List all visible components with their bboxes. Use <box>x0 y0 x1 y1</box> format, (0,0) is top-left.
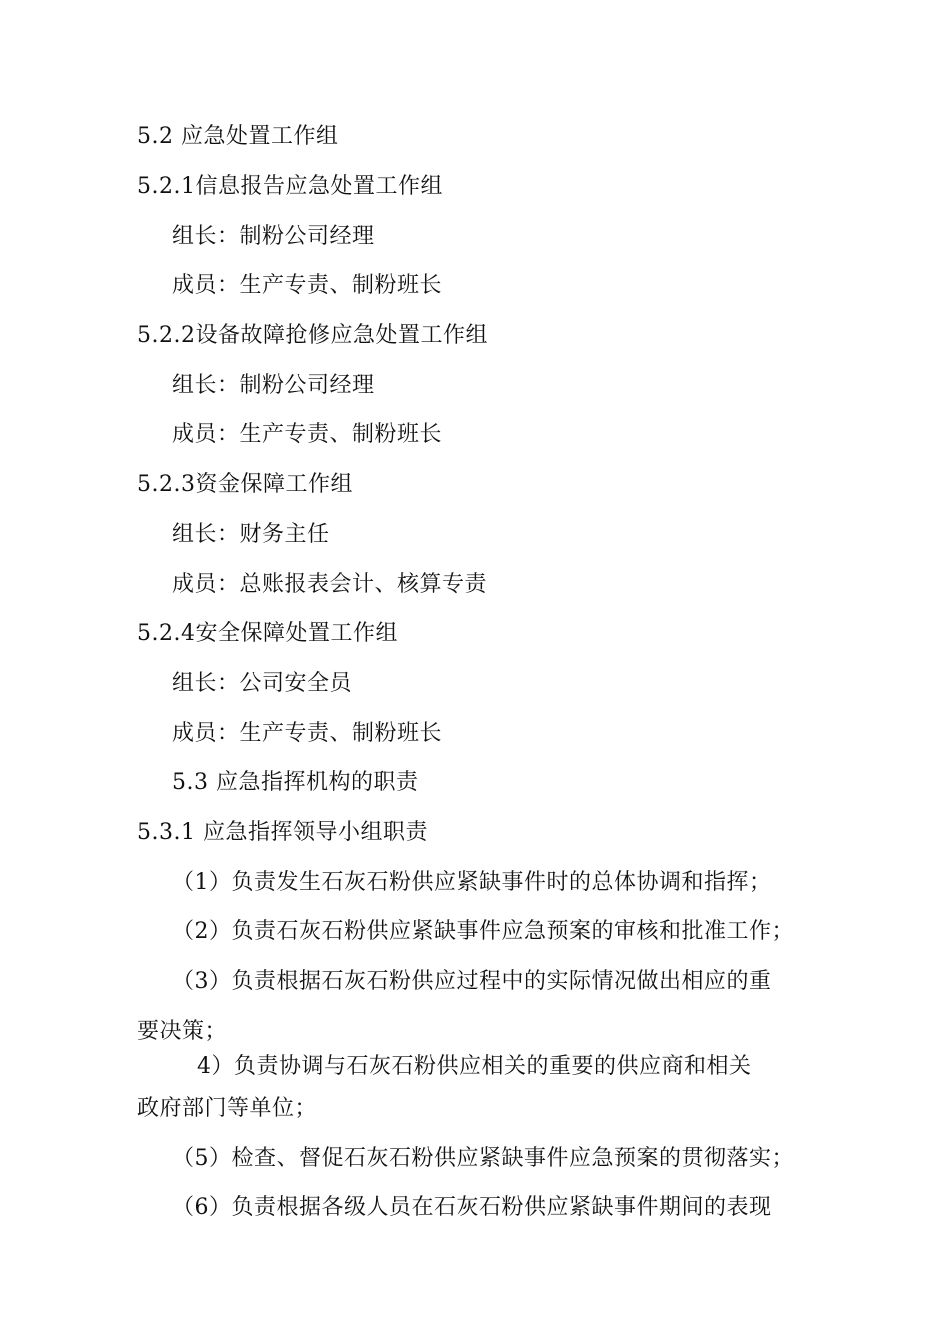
text-line: 成员：总账报表会计、核算专责 <box>172 572 488 597</box>
section-heading: 5.2 应急处置工作组 <box>137 124 339 149</box>
list-item: （5）检查、督促石灰石粉供应紧缺事件应急预案的贯彻落实； <box>172 1146 794 1171</box>
subsection-heading: 5.2.2设备故障抢修应急处置工作组 <box>137 323 488 348</box>
text-line: 组长：公司安全员 <box>172 671 353 696</box>
text-line: 成员：生产专责、制粉班长 <box>172 422 443 447</box>
list-item-continuation: 政府部门等单位； <box>137 1096 318 1121</box>
subsection-heading: 5.2.4安全保障处置工作组 <box>137 621 398 646</box>
text-line: 组长：制粉公司经理 <box>172 224 375 249</box>
text-line: 组长：财务主任 <box>172 522 330 547</box>
text-line: 组长：制粉公司经理 <box>172 373 375 398</box>
list-item-continuation: 要决策； <box>137 1019 228 1044</box>
text-line: 成员：生产专责、制粉班长 <box>172 721 443 746</box>
list-item: （1）负责发生石灰石粉供应紧缺事件时的总体协调和指挥； <box>172 870 772 895</box>
list-item: （2）负责石灰石粉供应紧缺事件应急预案的审核和批准工作； <box>172 919 794 944</box>
list-item: （6）负责根据各级人员在石灰石粉供应紧缺事件期间的表现 <box>172 1195 772 1220</box>
section-heading: 5.3 应急指挥机构的职责 <box>172 770 419 795</box>
subsection-heading: 5.2.3资金保障工作组 <box>137 472 353 497</box>
list-item: 4）负责协调与石灰石粉供应相关的重要的供应商和相关 <box>197 1054 752 1079</box>
list-item: （3）负责根据石灰石粉供应过程中的实际情况做出相应的重 <box>172 969 772 994</box>
subsection-heading: 5.3.1 应急指挥领导小组职责 <box>137 820 428 845</box>
subsection-heading: 5.2.1信息报告应急处置工作组 <box>137 174 443 199</box>
text-line: 成员：生产专责、制粉班长 <box>172 273 443 298</box>
